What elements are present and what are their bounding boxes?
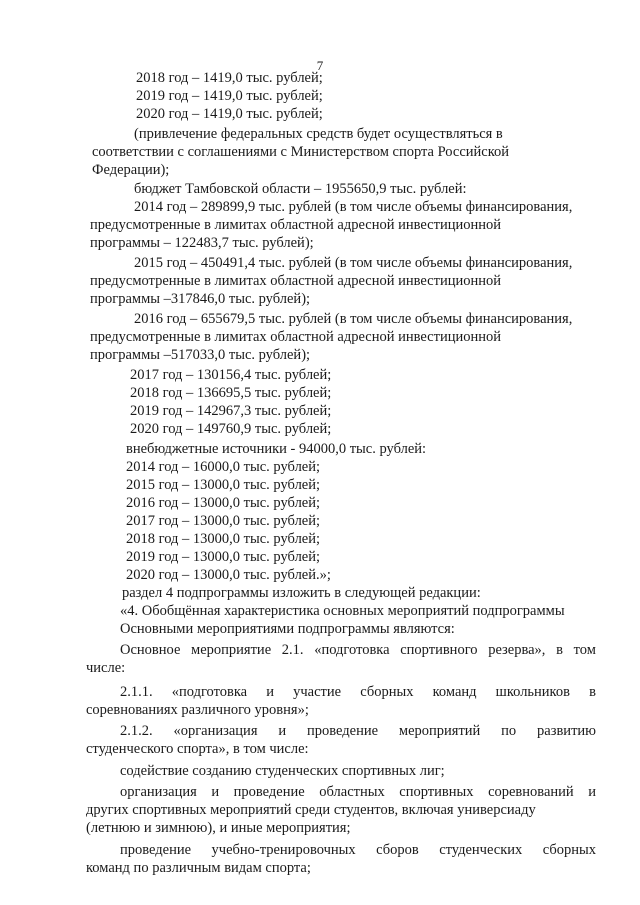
text-line: Основными мероприятиями подпрограммы являются: — [120, 621, 455, 637]
text-line: 2018 год – 136695,5 тыс. рублей; — [130, 385, 332, 401]
text-line: предусмотренные в лимитах областной адресной инвестиционной — [90, 217, 502, 233]
text-line: программы –317846,0 тыс. рублей); — [90, 291, 311, 307]
text-line: раздел 4 подпрограммы изложить в следующей редакции: — [122, 585, 481, 601]
text-line: студенческого спорта», в том числе: — [86, 741, 309, 757]
text-line: 2017 год – 13000,0 тыс. рублей; — [126, 513, 321, 529]
text-line: 2020 год – 149760,9 тыс. рублей; — [130, 421, 332, 437]
text-line-justified: организация и проведение областных спортивных соревнований и — [120, 784, 596, 800]
text-line: бюджет Тамбовской области – 1955650,9 тыс. рублей: — [134, 181, 467, 197]
text-line: 2016 год – 655679,5 тыс. рублей (в том числе объемы финансирования, — [134, 311, 573, 327]
text-line: соответствии с соглашениями с Министерством спорта Российской — [92, 144, 510, 160]
text-line: 2016 год – 13000,0 тыс. рублей; — [126, 495, 321, 511]
text-line: (летнюю и зимнюю), и иные мероприятия; — [86, 820, 351, 836]
text-line-justified: проведение учебно-тренировочных сборов студенческих сборных — [120, 842, 596, 858]
text-line-justified: 2.1.1. «подготовка и участие сборных команд школьников в — [120, 684, 596, 700]
text-line: (привлечение федеральных средств будет осуществляться в — [134, 126, 503, 142]
text-line: команд по различным видам спорта; — [86, 860, 311, 876]
page-number: 7 — [316, 58, 324, 73]
text-line: 2018 год – 1419,0 тыс. рублей; — [136, 70, 323, 86]
text-line: других спортивных мероприятий среди студентов, включая универсиаду — [86, 802, 536, 818]
text-line: предусмотренные в лимитах областной адресной инвестиционной — [90, 273, 502, 289]
text-line: Федерации); — [92, 162, 170, 178]
text-line: программы – 122483,7 тыс. рублей); — [90, 235, 314, 251]
text-line: 2020 год – 1419,0 тыс. рублей; — [136, 106, 323, 122]
text-line: внебюджетные источники - 94000,0 тыс. рублей: — [126, 441, 427, 457]
text-line: 2017 год – 130156,4 тыс. рублей; — [130, 367, 332, 383]
text-line: 2020 год – 13000,0 тыс. рублей.»; — [126, 567, 331, 583]
text-line: 2015 год – 450491,4 тыс. рублей (в том числе объемы финансирования, — [134, 255, 573, 271]
text-line: 2018 год – 13000,0 тыс. рублей; — [126, 531, 321, 547]
text-line: программы –517033,0 тыс. рублей); — [90, 347, 311, 363]
text-line-justified: 2.1.2. «организация и проведение мероприятий по развитию — [120, 723, 596, 739]
text-line: числе: — [86, 660, 126, 676]
text-line: 2019 год – 1419,0 тыс. рублей; — [136, 88, 323, 104]
text-line: 2019 год – 13000,0 тыс. рублей; — [126, 549, 321, 565]
text-line: соревнованиях различного уровня»; — [86, 702, 309, 718]
text-line: 2015 год – 13000,0 тыс. рублей; — [126, 477, 321, 493]
text-line: содействие созданию студенческих спортивных лиг; — [120, 763, 445, 779]
text-line-justified: Основное мероприятие 2.1. «подготовка спортивного резерва», в том — [120, 642, 596, 658]
text-line: 2014 год – 16000,0 тыс. рублей; — [126, 459, 321, 475]
text-line: «4. Обобщённая характеристика основных мероприятий подпрограммы — [120, 603, 565, 619]
text-line: предусмотренные в лимитах областной адресной инвестиционной — [90, 329, 502, 345]
text-line: 2014 год – 289899,9 тыс. рублей (в том числе объемы финансирования, — [134, 199, 573, 215]
text-line: 2019 год – 142967,3 тыс. рублей; — [130, 403, 332, 419]
